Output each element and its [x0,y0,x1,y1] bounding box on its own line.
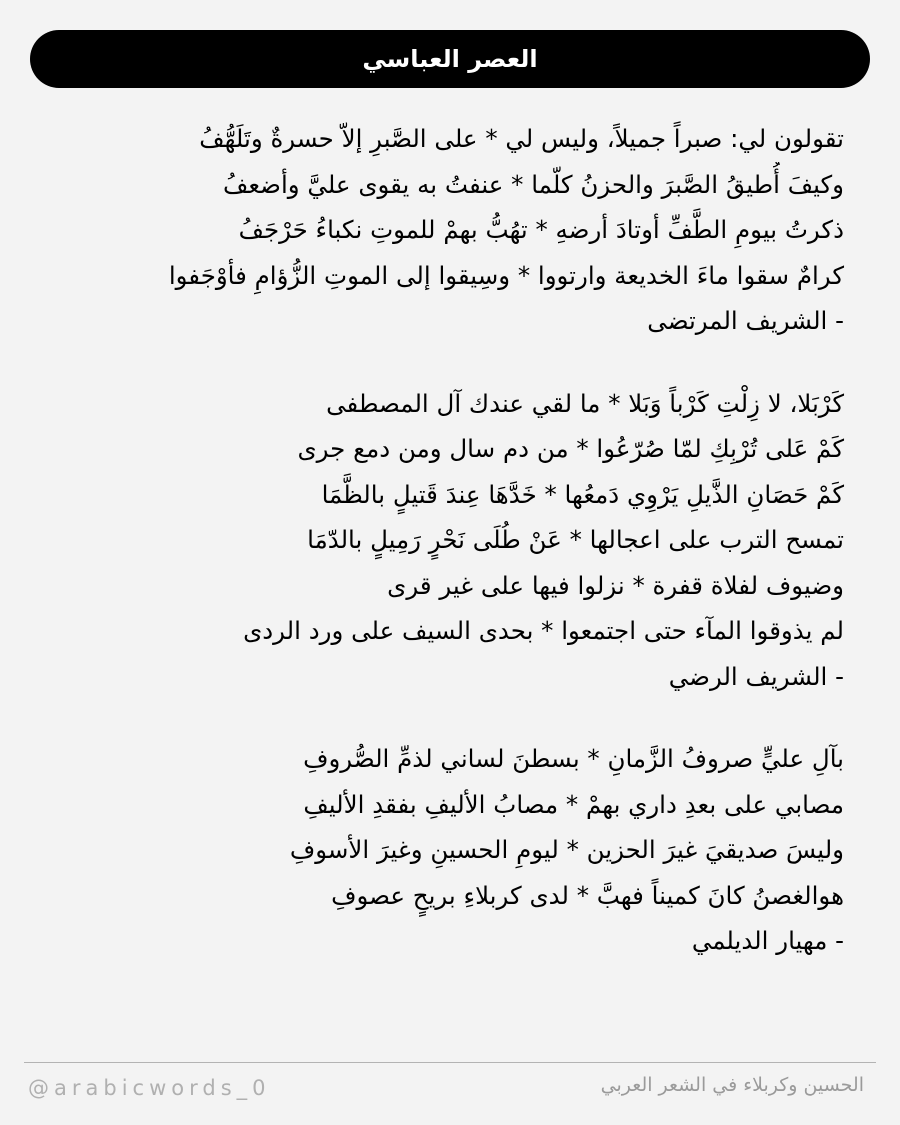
poem-author: - الشريف المرتضى [40,298,860,344]
verse-line: كَمْ عَلى تُرْبِكِ لمّا صُرّعُوا * من دم سال ومن دمع جرى [297,434,844,463]
verse-line: مصابي على بعدِ داري بهمْ * مصابُ الأليفِ بفقدِ الأليفِ [303,789,844,819]
verse-line: كَرْبَلا، لا زِلْتِ كَرْباً وَبَلا * ما لقي عندك آل المصطفى [326,388,844,418]
verse-line: كَمْ حَصَانِ الذَّيلِ يَرْوِي دَمعُها * خَدَّهَا عِندَ قَتيلٍ بالظَّمَا [321,479,844,509]
verse-line: وليسَ صديقيَ غيرَ الحزين * ليومِ الحسينِ وغيرَ الأسوفِ [289,835,844,864]
verse-line: تقولون لي: صبراً جميلاً، وليس لي * على الصَّبرِ إلاّ حسرةٌ وتَلَهُّفُ [199,124,844,153]
page-title: العصر العباسي [362,45,538,73]
verse-line: تمسح الترب على اعجالها * عَنْ طُلَى نَحْرٍ رَمِيلٍ بالدّمَا [307,525,844,554]
poem-author: - مهيار الديلمي [40,918,860,964]
verse-line: بآلِ عليٍّ صروفُ الزَّمانِ * بسطنَ لساني لذمِّ الصُّروفِ [303,744,844,773]
verse-line: كرامٌ سقوا ماءَ الخديعة وارتووا * وسِيقوا إلى الموتِ الزُّؤامِ فأوْجَفوا [168,260,844,290]
poem-al-radi [40,381,860,700]
verse-line: هوالغصنُ كانَ كميناً فهبَّ * لدى كربلاءِ بريحٍ عصوفِ [331,880,844,910]
footer-handle: @arabicwords_0 [28,1076,271,1100]
verse-line: ذكرتُ بيومِ الطَّفِّ أوتادَ أرضهِ * تهُبُّ بهمْ للموتِ نكباءُ حَرْجَفُ [238,215,844,244]
verse-line: وضيوف لفلاة قفرة * نزلوا فيها على غير قرى [387,570,844,600]
poem-al-murtada [40,116,860,344]
poem-mihyar [40,736,860,964]
verse-line: لم يذوقوا المآء حتى اجتمعوا * بحدى السيف على ورد الردى [243,616,844,645]
footer-source: الحسين وكربلاء في الشعر العربي [600,1074,864,1096]
poems-container [40,116,860,1001]
verse-line: وكيفَ أُطيقُ الصَّبرَ والحزنُ كلّما * عنفتُ به يقوى عليَّ وأضعفُ [222,169,844,199]
title-banner [30,30,870,88]
poem-author: - الشريف الرضي [40,654,860,700]
footer-divider [24,1062,876,1063]
